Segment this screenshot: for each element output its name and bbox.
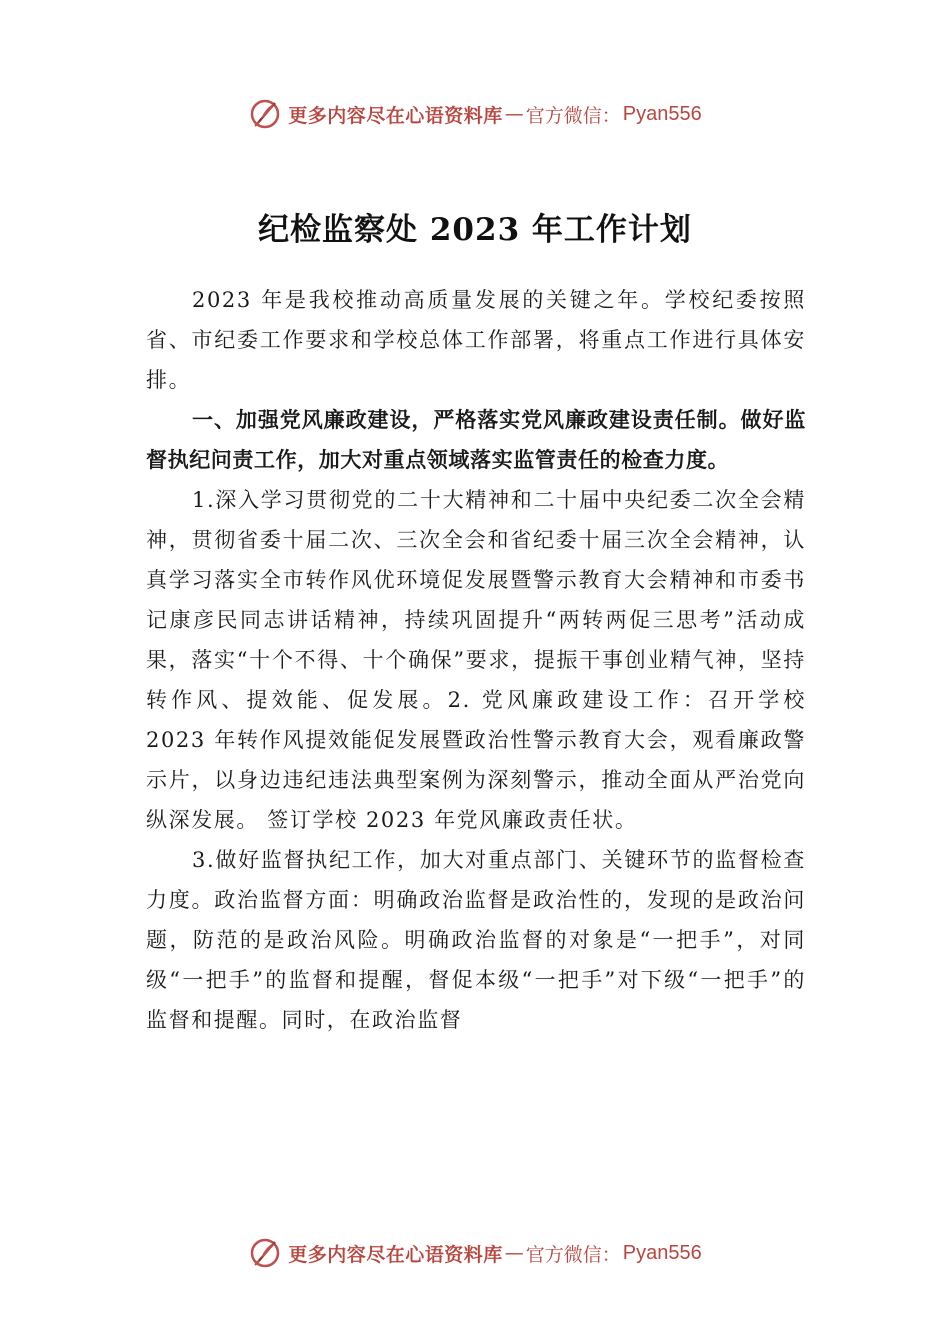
banner-text: 更多内容尽在心语资料库 xyxy=(288,1243,503,1266)
intro-paragraph: 2023 年是我校推动高质量发展的关键之年。学校纪委按照省、市纪委工作要求和学校总体工作部署，将重点工作进行具体安排。 xyxy=(146,288,806,392)
header-watermark-banner xyxy=(0,94,950,134)
quill-logo-icon xyxy=(248,97,282,131)
banner-wechat-id: Pyan556 xyxy=(622,1241,702,1264)
footer-watermark-banner xyxy=(0,1233,950,1273)
quill-logo-icon xyxy=(248,1236,282,1270)
banner-wechat-label: 官方微信： xyxy=(525,1243,621,1266)
banner-wechat-label: 官方微信： xyxy=(525,104,621,127)
banner-separator: — xyxy=(504,103,524,125)
banner-wechat-id: Pyan556 xyxy=(622,102,702,125)
banner-text: 更多内容尽在心语资料库 xyxy=(288,104,503,127)
paragraph-item-3: 3.做好监督执纪工作，加大对重点部门、关键环节的监督检查力度。政治监督方面：明确政治监督是政治性的，发现的是政治问题，防范的是政治风险。明确政治监督的对象是“一把手”，对同级“一把手”的监督和提醒，督促本级“一把手”对下级“一把手”的监督和提醒。同时，在政治监督 xyxy=(146,848,806,1032)
document-body xyxy=(146,280,806,1040)
section-heading: 一、加强党风廉政建设，严格落实党风廉政建设责任制。做好监督执纪问责工作，加大对重点领域落实监管责任的检查力度。 xyxy=(146,408,806,472)
banner-separator: — xyxy=(504,1242,524,1264)
document-title: 纪检监察处 2023 年工作计划 xyxy=(258,211,692,248)
paragraph-item-1-2: 1.深入学习贯彻党的二十大精神和二十届中央纪委二次全会精神，贯彻省委十届二次、三次全会和省纪委十届三次全会精神，认真学习落实全市转作风优环境促发展暨警示教育大会精神和市委书记康彦民同志讲话精神，持续巩固提升“两转两促三思考”活动成果，落实“十个不得、十个确保”要求，提振干事创业精气神，坚持转作风、提效能、促发展。2. 党风廉政建设工作：召开学校 2023 年转作风提效能促发展暨政治性警示教育大会，观看廉政警示片，以身边违纪违法典型案例为深刻警示，推动全面从严治党向纵深发展。 签订学校 2023 年党风廉政责任状。 xyxy=(146,488,806,832)
